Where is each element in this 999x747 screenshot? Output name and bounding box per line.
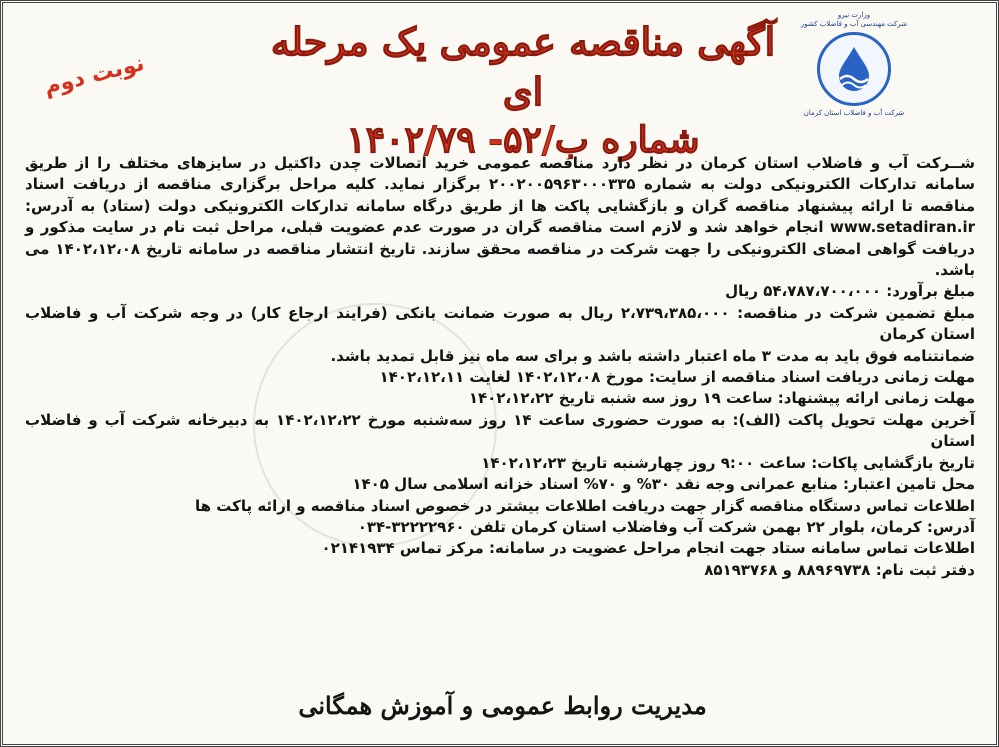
guarantee-line: مبلغ تضمین شرکت در مناقصه: ۲،۷۳۹،۳۸۵،۰۰۰ ریال به صورت ضمانت بانکی (فرایند ارجاع کار) در وجه شرکت آب و فاضلاب استان کرمان [25,303,975,344]
logo-ministry-text: وزارت نیرو [837,11,871,19]
notice-number: شماره ب/۵۲- ۱۴۰۲/۷۹ [346,119,700,161]
validity-line: ضمانتنامه فوق باید به مدت ۳ ماه اعتبار داشته باشد و برای سه ماه نیز قابل تمدید باشد. [330,346,975,365]
notice-title: آگهی مناقصه عمومی یک مرحله ای [270,19,776,114]
opening-line: تاریخ بازگشایی پاکات: ساعت ۹:۰۰ روز چهارشنبه تاریخ ۱۴۰۲،۱۲،۲۳ [481,453,975,472]
logo-emblem-icon [826,41,882,97]
setad-contact-line: اطلاعات تماس سامانه ستاد جهت انجام مراحل عضویت در سامانه: مرکز تماس ۰۲۱۴۱۹۳۴ [321,539,975,558]
signature: مدیریت روابط عمومی و آموزش همگانی [298,691,707,720]
header [253,17,793,163]
notice-body [25,153,975,581]
intro-text: شــرکت آب و فاضلاب استان کرمان در نظر دارد مناقصه عمومی خرید اتصالات چدن داکتیل در سایزهای مختلف را از طریق سامانه تدارکات الکترونیکی دولت به شماره ۲۰۰۲۰۰۵۹۶۳۰۰۰۳۳۵ برگزار نماید. کلیه مراحل برگزاری مناقصه از دریافت اسناد مناقصه تا ارائه پیشنهاد مناقصه گران و بازگشایی پاکت ها از طریق درگاه سامانه تدارکات الکترونیکی دولت (ستاد) به آدرس: [25,154,975,215]
company-logo [800,11,908,149]
packet-deadline-line: آخرین مهلت تحویل پاکت (الف): به صورت حضوری ساعت ۱۴ روز سه‌شنبه مورخ ۱۴۰۲،۱۲،۲۲ به دبیرخانه شرکت آب و فاضلاب استان [25,410,975,451]
bid-deadline-line: مهلت زمانی ارائه پیشنهاد: ساعت ۱۹ روز سه شنبه تاریخ ۱۴۰۲،۱۲،۲۲ [468,389,975,408]
water-drop-icon [817,32,891,106]
intro-text-continued: انجام خواهد شد و لازم است مناقصه گران در صورت عدم عضویت قبلی، مراحل ثبت نام در سایت مذکور و دریافت گواهی امضای الکترونیکی را جهت شرکت در مناقصه محقق سازند. تاریخ انتشار مناقصه در سامانه تاریخ ۱۴۰۲،۱۲،۰۸ می باشد. [25,218,976,280]
logo-engineering-text: شرکت مهندسی آب و فاضلاب کشور [800,20,908,28]
round-label: نوبت دوم [41,50,147,101]
funding-line: محل تامین اعتبار: منابع عمرانی وجه نقد ۳۰% و ۷۰% اسناد خزانه اسلامی سال ۱۴۰۵ [352,475,975,494]
docs-deadline-line: مهلت زمانی دریافت اسناد مناقصه از سایت: مورخ ۱۴۰۲،۱۲،۰۸ لغایت ۱۴۰۲،۱۲،۱۱ [379,368,975,387]
registry-line: دفتر ثبت نام: ۸۸۹۶۹۷۳۸ و ۸۵۱۹۳۷۶۸ [704,560,975,579]
intro-paragraph [25,153,975,281]
contact-info-line: اطلاعات تماس دستگاه مناقصه گزار جهت دریافت اطلاعات بیشتر در خصوص اسناد مناقصه و ارائه پاکت ها [195,496,975,515]
estimate-line: مبلغ برآورد: ۵۴،۷۸۷،۷۰۰،۰۰۰ ریال [725,282,975,301]
setad-website-link[interactable]: www.setadiran.ir [829,218,975,237]
logo-company-text: شرکت آب و فاضلاب استان کرمان [803,109,905,117]
address-line: آدرس: کرمان، بلوار ۲۲ بهمن شرکت آب وفاضلاب استان کرمان تلفن ۳۲۲۲۲۹۶۰-۰۳۴ [357,517,975,536]
